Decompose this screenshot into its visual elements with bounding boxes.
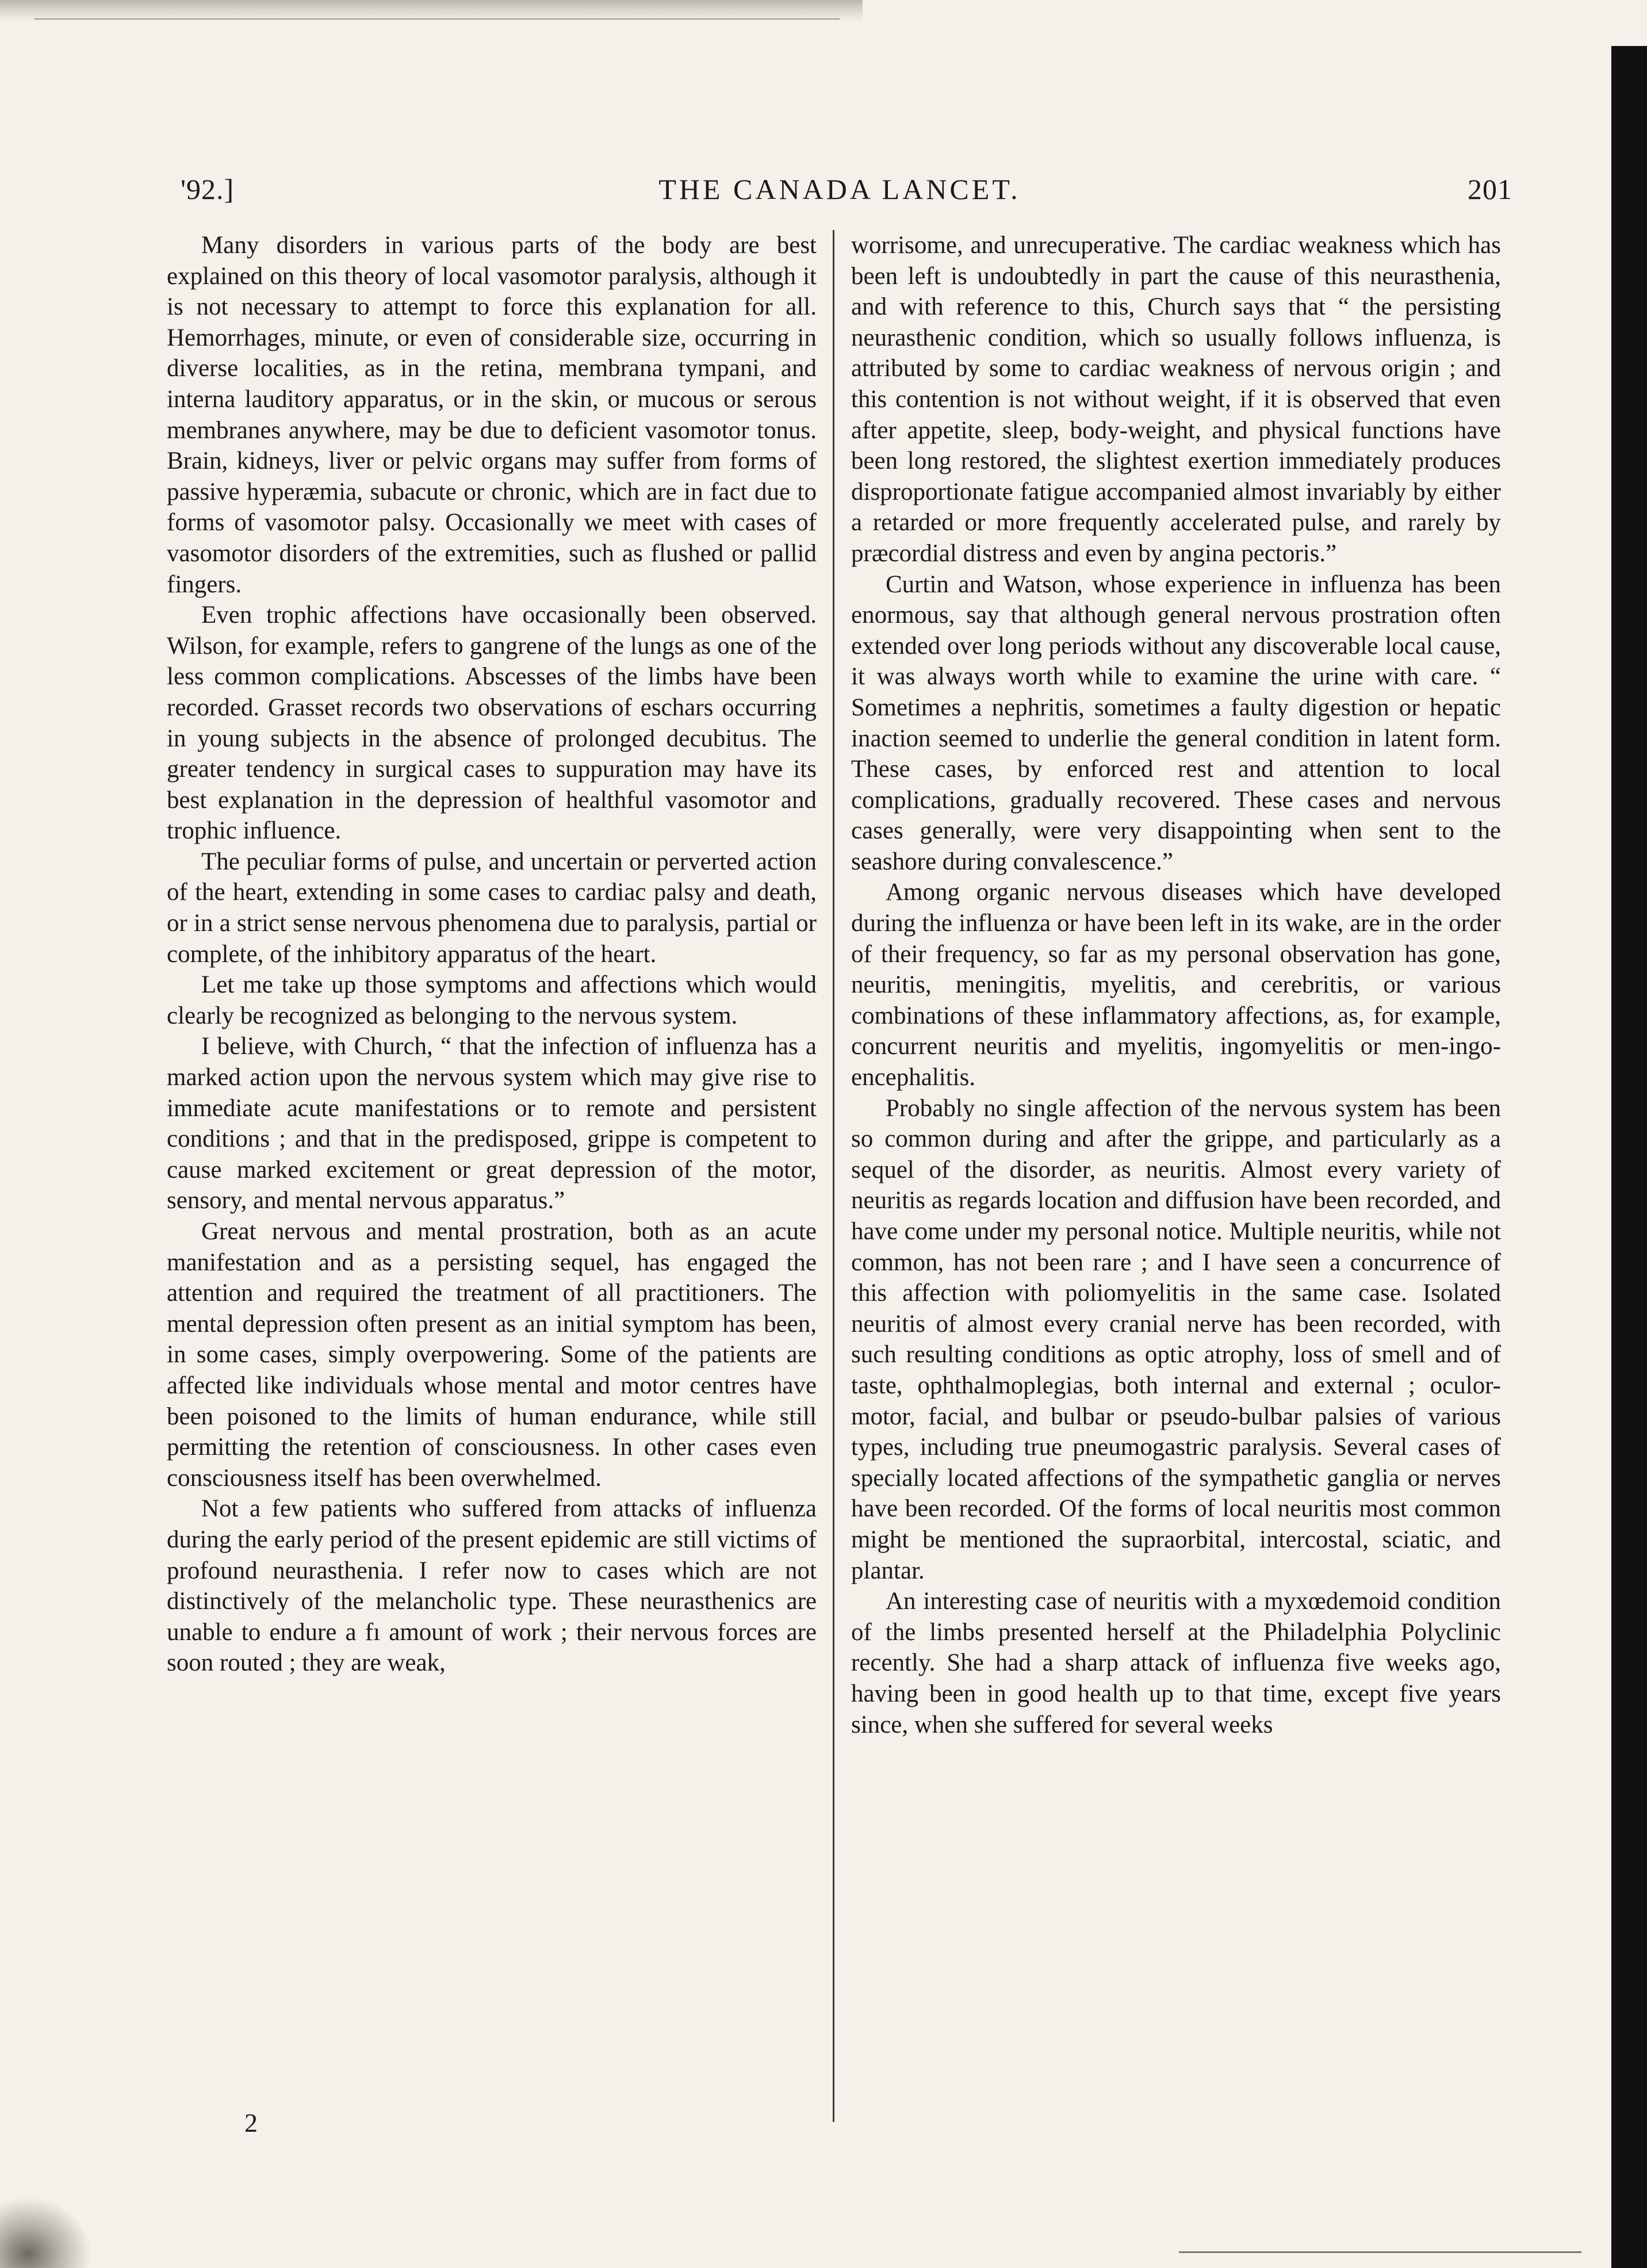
- page-number: 201: [1468, 173, 1512, 205]
- scan-corner-smudge: [0, 2197, 92, 2268]
- scan-bottom-rule: [1179, 2251, 1581, 2253]
- paragraph: An interesting case of neuritis with a myxœdemoid condition of the limbs presented herself at the Philadelphia Polyclinic recently. She had a sharp attack of influenza five weeks ago, having been in good health up to that time, except five years since, when she suffered for several weeks: [851, 1588, 1501, 1738]
- signature-mark: 2: [244, 2108, 258, 2137]
- paragraph: worrisome, and unrecuperative. The cardiac weakness which has been left is undoubtedly in part the cause of this neurasthenia, and with reference to this, Church says that “ the persisting neurasthenic condition, which so usually follows influenza, is attributed by some to cardiac weakness of nervous origin ; and this contention is not without weight, if it is observed that even after appetite, sleep, body-weight, and physical functions have been long restored, the slightest exertion immediately produces disproportionate fatigue accompanied almost invariably by either a retarded or more frequently accelerated pulse, and rarely by præcordial distress and even by angina pectoris.”: [851, 232, 1501, 567]
- scan-binding-edge: [1611, 46, 1647, 2268]
- right-column: [851, 230, 1501, 1740]
- paragraph: Not a few patients who suffered from attacks of influenza during the early period of the present epidemic are still victims of profound neurasthenia. I refer now to cases which are not distinctively of the melancholic type. These neurasthenics are unable to endure a fı amount of work ; their nervous forces are soon routed ; they are weak,: [167, 1495, 817, 1677]
- running-header: [167, 173, 1512, 213]
- paragraph: Great nervous and mental prostration, both as an acute manifestation and as a persisting sequel, has engaged the attention and required the treatment of all practitioners. The mental depression often present as an initial symptom has been, in some cases, simply overpowering. Some of the patients are affected like individuals whose mental and motor centres have been poisoned to the limits of human endurance, while still permitting the retention of consciousness. In other cases even consciousness itself has been overwhelmed.: [167, 1218, 817, 1492]
- paragraph: Many disorders in various parts of the body are best explained on this theory of local vasomotor paralysis, although it is not necessary to attempt to force this explanation for all. Hemorrhages, minute, or even of considerable size, occurring in diverse localities, as in the retina, membrana tympani, and interna lauditory apparatus, or in the skin, or mucous or serous membranes anywhere, may be due to deficient vasomotor tonus. Brain, kidneys, liver or pelvic organs may suffer from forms of passive hyperæmia, subacute or chronic, which are in fact due to forms of vasomotor palsy. Occasionally we meet with cases of vasomotor disorders of the extremities, such as flushed or pallid fingers.: [167, 232, 817, 598]
- column-divider: [833, 230, 834, 2122]
- paragraph: Curtin and Watson, whose experience in influenza has been enormous, say that although general nervous prostration often extended over long periods without any discoverable local cause, it was always worth while to examine the urine with care. “ Sometimes a nephritis, sometimes a faulty digestion or hepatic inaction seemed to underlie the general condition in latent form. These cases, by enforced rest and attention to local complications, gradually recovered. These cases and nervous cases generally, were very disappointing when sent to the seashore during convalescence.”: [851, 570, 1501, 875]
- journal-title: THE CANADA LANCET.: [658, 173, 1021, 205]
- header-year: '92.]: [181, 173, 235, 205]
- paragraph: I believe, with Church, “ that the infection of influenza has a marked action upon the nervous system which may give rise to immediate acute manifestations or to remote and persistent conditions ; and that in the predisposed, grippe is competent to cause marked excitement or great depression of the motor, sensory, and mental nervous apparatus.”: [167, 1033, 817, 1215]
- paragraph: Among organic nervous diseases which have developed during the influenza or have been left in its wake, are in the order of their frequency, so far as my personal observation has gone, neuritis, meningitis, myelitis, and cerebritis, or various combinations of these inflammatory affections, as, for example, concurrent neuritis and myelitis, ingomyelitis or men-ingo-encephalitis.: [851, 879, 1501, 1091]
- left-column: [167, 230, 817, 1679]
- scan-top-rule: [35, 18, 840, 20]
- paragraph: Probably no single affection of the nervous system has been so common during and after the grippe, and particularly as a sequel of the disorder, as neuritis. Almost every variety of neuritis as regards location and diffusion have been recorded, and have come under my personal notice. Multiple neuritis, while not common, has not been rare ; and I have seen a concurrence of this affection with poliomyelitis in the same case. Isolated neuritis of almost every cranial nerve has been recorded, with such resulting conditions as optic atrophy, loss of smell and of taste, ophthalmoplegias, both internal and external ; oculor-motor, facial, and bulbar or pseudo-bulbar palsies of various types, including true pneumogastric paralysis. Several cases of specially located affections of the sympathetic ganglia or nerves have been recorded. Of the forms of local neuritis most common might be mentioned the supraorbital, intercostal, sciatic, and plantar.: [851, 1094, 1501, 1584]
- paragraph: The peculiar forms of pulse, and uncertain or perverted action of the heart, extending in some cases to cardiac palsy and death, or in a strict sense nervous phenomena due to paralysis, partial or complete, of the inhibitory apparatus of the heart.: [167, 848, 817, 968]
- paragraph: Even trophic affections have occasionally been observed. Wilson, for example, refers to gangrene of the lungs as one of the less common complications. Abscesses of the limbs have been recorded. Grasset records two observations of eschars occurring in young subjects in the absence of prolonged decubitus. The greater tendency in surgical cases to suppuration may have its best explanation in the depression of healthful vasomotor and trophic influence.: [167, 602, 817, 845]
- paragraph: Let me take up those symptoms and affections which would clearly be recognized as belonging to the nervous system.: [167, 971, 817, 1029]
